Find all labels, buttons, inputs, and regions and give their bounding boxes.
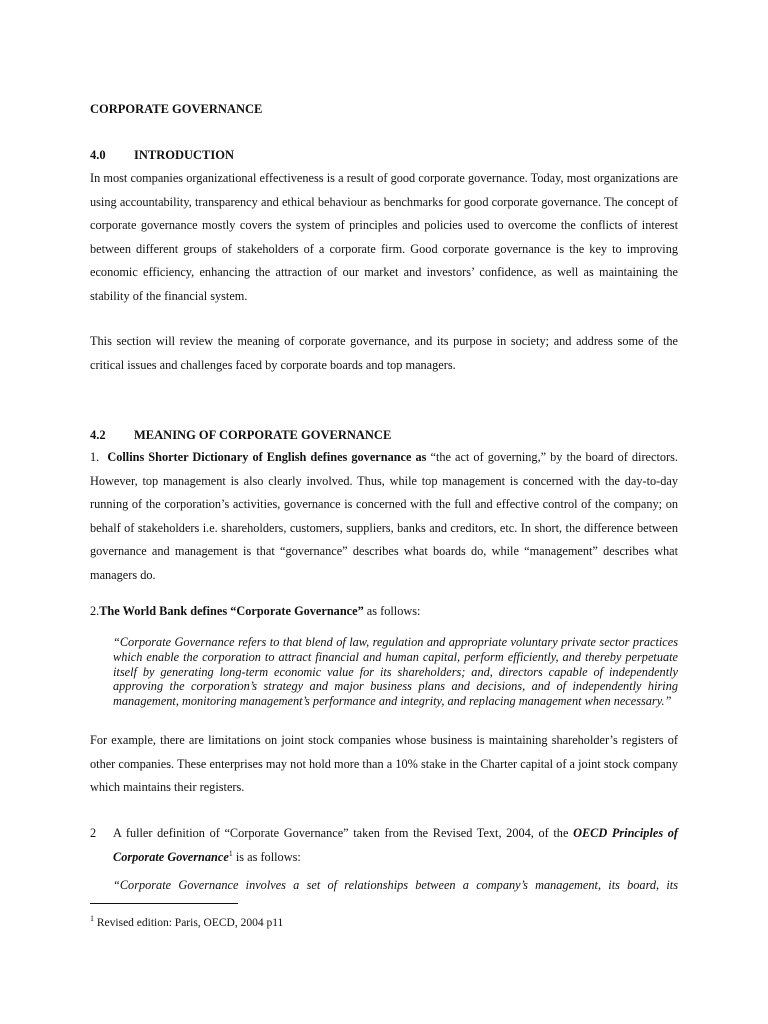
- list-marker: 2: [90, 826, 97, 840]
- section-title: INTRODUCTION: [134, 148, 235, 162]
- definition-text: as follows:: [363, 604, 421, 618]
- intro-paragraph-2: This section will review the meaning of corporate governance, and its purpose in society; and address some of the critical issues and challenges faced by corporate boards and top managers.: [90, 334, 678, 372]
- definition-collins: [90, 446, 678, 587]
- footnote: [90, 915, 283, 931]
- world-bank-quote: “Corporate Governance refers to that blend of law, regulation and appropriate voluntary private sector practices which enable the corporation to attract financial and human capital, perform efficiently, and thereby perpetuate itself by generating long-term economic value for its shareholders; and, directors capable of independently approving the corporation’s strategy and major business plans and decisions, and of independently hiring management, monitoring management’s performance and integrity, and replacing management when necessary.”: [113, 635, 678, 709]
- intro-paragraph-1: In most companies organizational effectiveness is a result of good corporate governance. Today, most organizations are using accountability, transparency and ethical behaviour as benchmarks for good corporate governance. The concept of corporate governance mostly covers the system of principles and policies used to overcome the conflicts of interest between different groups of stakeholders of a corporate firm. Good corporate governance is the key to improving economic efficiency, enhancing the attraction of our market and investors’ confidence, as well as maintaining the stability of the financial system.: [90, 171, 678, 303]
- section-number: 4.0: [90, 148, 106, 162]
- definition-text-end: is as follows:: [232, 849, 301, 864]
- definition-world-bank: [90, 600, 678, 624]
- section-heading-meaning: [90, 427, 678, 443]
- footnote-divider: [90, 903, 238, 904]
- document-title: CORPORATE GOVERNANCE: [90, 102, 263, 116]
- definition-lead: The World Bank defines “Corporate Governance”: [99, 604, 364, 618]
- definition-lead: Collins Shorter Dictionary of English defines governance as: [107, 450, 427, 464]
- section-heading-introduction: [90, 147, 678, 163]
- list-marker: 2.: [90, 604, 100, 618]
- section-title: MEANING OF CORPORATE GOVERNANCE: [134, 428, 392, 442]
- definition-text: “the act of governing,” by the board of directors. However, top management is also clearly involved. Thus, while top management is concerned with the day-to-day running of the corporation’s activities, governance is concerned with the full and effective control of the company; on behalf of stakeholders i.e. shareholders, customers, suppliers, banks and creditors, etc. In short, the difference between governance and management is that “governance” describes what boards do, while “management” describes what managers do.: [90, 450, 678, 582]
- list-marker: 1.: [90, 450, 100, 464]
- footnote-marker: 1: [90, 914, 94, 924]
- footnote-text: Revised edition: Paris, OECD, 2004 p11: [94, 917, 284, 929]
- section-number: 4.2: [90, 428, 106, 442]
- definition-text: A fuller definition of “Corporate Governance” taken from the Revised Text, 2004, of the: [113, 826, 574, 840]
- footnote-reference[interactable]: 1: [228, 848, 233, 858]
- definition-oecd: [113, 822, 678, 869]
- oecd-quote: “Corporate Governance involves a set of relationships between a company’s management, its board, its: [113, 878, 678, 892]
- oecd-title: OECD Principles of Corporate Governance: [113, 826, 678, 864]
- example-paragraph: For example, there are limitations on joint stock companies whose business is maintaining shareholder’s registers of other companies. These enterprises may not hold more than a 10% stake in the Charter capital of a joint stock company which maintains their registers.: [90, 733, 678, 794]
